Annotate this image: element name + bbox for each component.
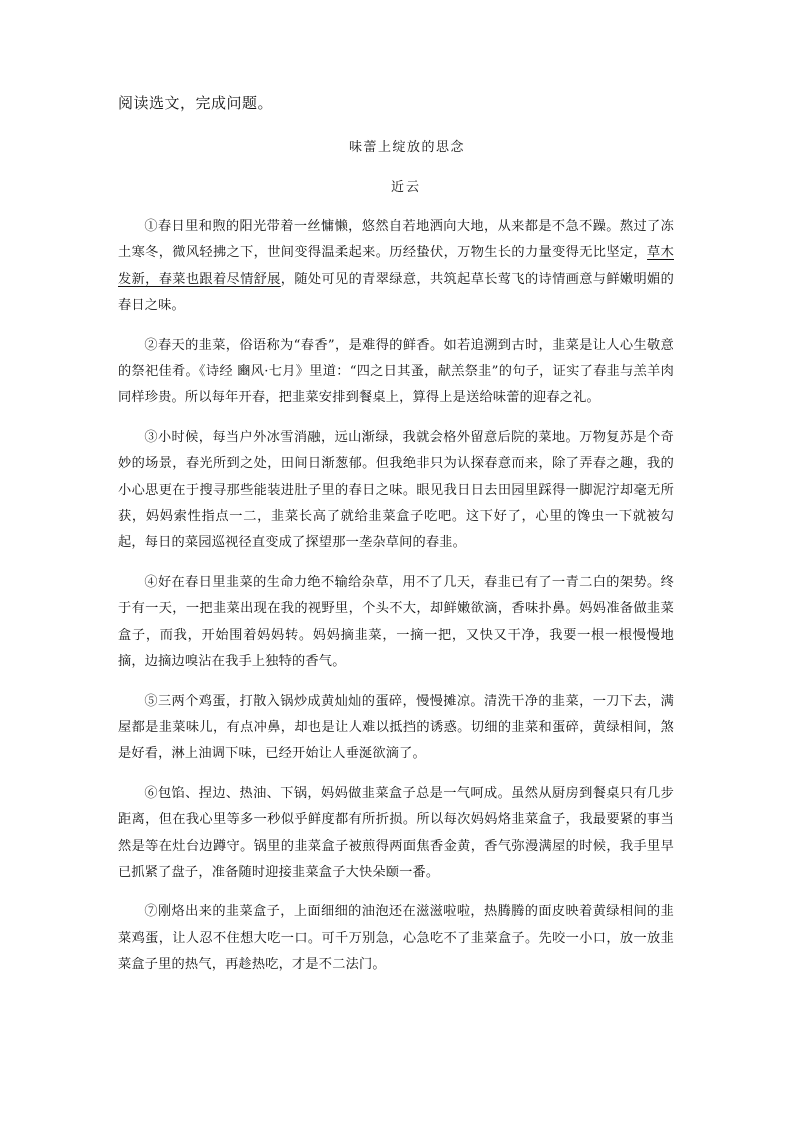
- article-body: [118, 214, 674, 992]
- article-title: 味蕾上绽放的思念: [348, 140, 465, 155]
- underlined-phrase: 草木发新，春菜也跟着尽情舒展: [118, 245, 674, 287]
- article-author: 近云: [390, 180, 421, 195]
- paragraph-5: ⑤三两个鸡蛋，打散入锅炒成黄灿灿的蛋碎，慢慢摊凉。清洗干净的韭菜，一刀下去，满屋都是韭菜味儿，有点冲鼻，却也是让人难以抵挡的诱惑。切细的韭菜和蛋碎，黄绿相间，煞是好看，淋上油调下味，已经开始让人垂涎欲滴了。: [118, 693, 674, 762]
- paragraph-2: ②春天的韭菜，俗语称为“春香”，是难得的鲜香。如若追溯到古时，韭菜是让人心生敬意的祭祀佳肴。《诗经 豳风·七月》里道：“四之日其蚤，献羔祭韭”的句子，证实了春韭与羔羊肉同样珍贵。所以每年开春，把韭菜安排到餐桌上，算得上是送给味蕾的迎春之礼。: [118, 337, 674, 406]
- paragraph-7: ⑦刚烙出来的韭菜盒子，上面细细的油泡还在滋滋啦啦，热腾腾的面皮映着黄绿相间的韭菜鸡蛋，让人忍不住想大吃一口。可千万别急，心急吃不了韭菜盒子。先咬一小口，放一放韭菜盒子里的热气，再趁热吃，才是不二法门。: [118, 904, 674, 973]
- paragraph-1: [118, 214, 674, 320]
- paragraph-1-before: ①春日里和煦的阳光带着一丝慵懒，悠然自若地洒向大地，从来都是不急不躁。熬过了冻土寒冬，微风轻拂之下，世间变得温柔起来。历经蛰伏，万物生长的力量变得无比坚定，: [118, 219, 674, 261]
- paragraph-3: ③小时候，每当户外冰雪消融，远山渐绿，我就会格外留意后院的菜地。万物复苏是个奇妙的场景，春光所到之处，田间日渐葱郁。但我绝非只为认探春意而来，除了弄春之趣，我的小心思更在于搜寻那些能装进肚子里的春日之味。眼见我日日去田园里踩得一脚泥泞却毫无所获，妈妈索性指点一二，韭菜长高了就给韭菜盒子吃吧。这下好了，心里的馋虫一下就被勾起，每日的菜园巡视径直变成了探望那一垄杂草间的春韭。: [118, 429, 674, 551]
- paragraph-4: ④好在春日里韭菜的生命力绝不输给杂草，用不了几天，春韭已有了一青二白的架势。终于有一天，一把韭菜出现在我的视野里，个头不大，却鲜嫩欲滴，香味扑鼻。妈妈准备做韭菜盒子，而我，开始围着妈妈转。妈妈摘韭菜，一摘一把，又快又干净，我要一根一根慢慢地摘，边摘边嗅沾在我手上独特的香气。: [118, 574, 674, 670]
- instruction-text: 阅读选文，完成问题。: [118, 94, 274, 112]
- paragraph-6: ⑥包馅、捏边、热油、下锅，妈妈做韭菜盒子总是一气呵成。虽然从厨房到餐桌只有几步距离，但在我心里等多一秒似乎鲜度都有所折损。所以每次妈妈烙韭菜盒子，我最要紧的事当然是等在灶台边蹲守。锅里的韭菜盒子被煎得两面焦香金黄，香气弥漫满屋的时候，我手里早已抓紧了盘子，准备随时迎接韭菜盒子大快朵颐一番。: [118, 785, 674, 880]
- paragraph-1-after: ，随处可见的青翠绿意，共筑起草长莺飞的诗情画意与鲜嫩明媚的春日之味。: [118, 271, 674, 314]
